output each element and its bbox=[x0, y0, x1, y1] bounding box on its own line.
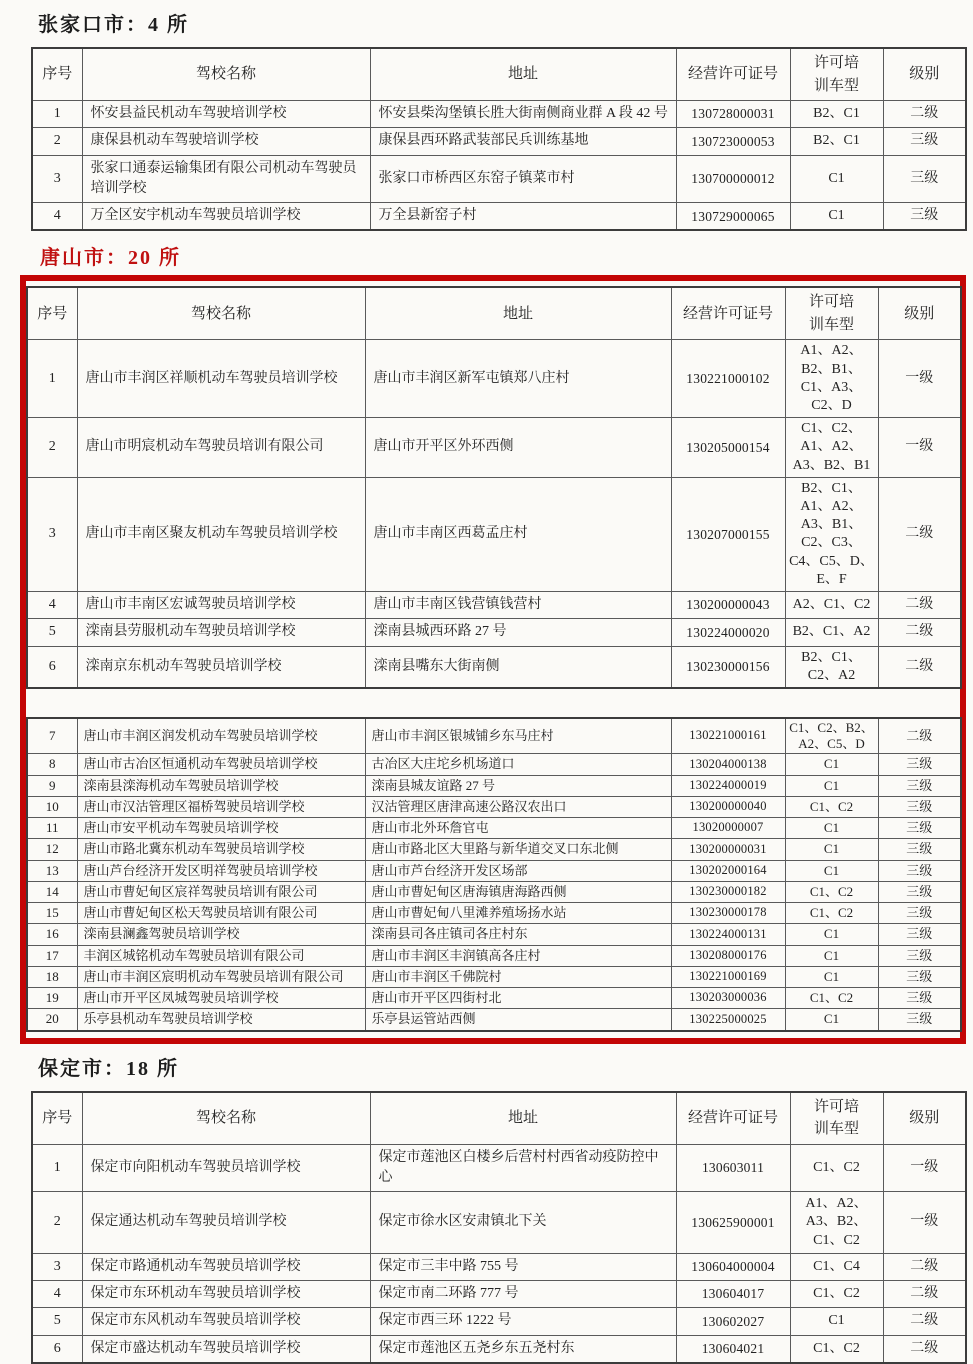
cell-school-name: 唐山市丰润区润发机动车驾驶员培训学校 bbox=[77, 718, 365, 754]
cell-vehicle-types: C1、C2、A1、A2、A3、B2、B1 bbox=[785, 418, 878, 478]
cell-vehicle-types: B2、C1 bbox=[790, 101, 883, 128]
cell-vehicle-types: C1 bbox=[790, 203, 883, 231]
table-row bbox=[27, 924, 961, 945]
cell-vehicle-types: C1 bbox=[790, 155, 883, 203]
cell-level: 三级 bbox=[878, 839, 961, 860]
table-row bbox=[32, 128, 966, 155]
cell-school-name: 怀安县益民机动车驾驶培训学校 bbox=[82, 101, 370, 128]
cell-license-number: 130200000043 bbox=[671, 591, 785, 618]
cell-index: 19 bbox=[27, 988, 77, 1009]
table-row bbox=[32, 1192, 966, 1254]
cell-address: 保定市南二环路 777 号 bbox=[370, 1281, 676, 1308]
cell-school-name: 唐山市丰南区聚友机动车驾驶员培训学校 bbox=[77, 477, 365, 591]
cell-license-number: 130200000031 bbox=[671, 839, 785, 860]
cell-vehicle-types: C1 bbox=[785, 945, 878, 966]
cell-index: 3 bbox=[32, 155, 82, 203]
cell-school-name: 保定市东环机动车驾驶员培训学校 bbox=[82, 1281, 370, 1308]
cell-school-name: 康保县机动车驾驶培训学校 bbox=[82, 128, 370, 155]
cell-school-name: 唐山芦台经济开发区明祥驾驶员培训学校 bbox=[77, 860, 365, 881]
cell-license-number: 130700000012 bbox=[676, 155, 790, 203]
cell-license-number: 130202000164 bbox=[671, 860, 785, 881]
cell-index: 1 bbox=[32, 1144, 82, 1192]
cell-level: 二级 bbox=[878, 646, 961, 688]
col-header-address: 地址 bbox=[370, 48, 676, 101]
table-row bbox=[32, 1308, 966, 1335]
cell-school-name: 保定通达机动车驾驶员培训学校 bbox=[82, 1192, 370, 1254]
cell-index: 2 bbox=[32, 128, 82, 155]
cell-level: 三级 bbox=[883, 203, 966, 231]
cell-level: 三级 bbox=[878, 924, 961, 945]
table-row bbox=[27, 418, 961, 478]
table-row bbox=[27, 775, 961, 796]
cell-license-number: 130225000025 bbox=[671, 1009, 785, 1031]
cell-level: 三级 bbox=[878, 860, 961, 881]
cell-school-name: 万全区安宇机动车驾驶员培训学校 bbox=[82, 203, 370, 231]
table-body bbox=[32, 101, 966, 231]
cell-index: 12 bbox=[27, 839, 77, 860]
cell-level: 三级 bbox=[878, 775, 961, 796]
cell-school-name: 唐山市曹妃甸区宸祥驾驶员培训有限公司 bbox=[77, 881, 365, 902]
cell-level: 一级 bbox=[878, 418, 961, 478]
cell-level: 二级 bbox=[883, 101, 966, 128]
col-header-school-name: 驾校名称 bbox=[82, 1092, 370, 1145]
cell-vehicle-types: A2、C1、C2 bbox=[785, 591, 878, 618]
table-row bbox=[27, 881, 961, 902]
cell-index: 10 bbox=[27, 796, 77, 817]
col-header-address: 地址 bbox=[365, 287, 671, 340]
cell-license-number: 130224000020 bbox=[671, 619, 785, 646]
table-row bbox=[32, 1281, 966, 1308]
cell-vehicle-types: B2、C1、C2、A2 bbox=[785, 646, 878, 688]
cell-vehicle-types: C1、C2 bbox=[785, 796, 878, 817]
cell-vehicle-types: C1、C2 bbox=[790, 1281, 883, 1308]
table-row bbox=[32, 101, 966, 128]
cell-vehicle-types: C1、C2 bbox=[790, 1335, 883, 1363]
cell-level: 三级 bbox=[883, 128, 966, 155]
cell-school-name: 保定市东风机动车驾驶员培训学校 bbox=[82, 1308, 370, 1335]
table-body bbox=[32, 1144, 966, 1363]
cell-license-number: 130604021 bbox=[676, 1335, 790, 1363]
tangshan-table-part2 bbox=[26, 717, 962, 1032]
cell-address: 康保县西环路武装部民兵训练基地 bbox=[370, 128, 676, 155]
cell-address: 唐山市曹妃甸区唐海镇唐海路西侧 bbox=[365, 881, 671, 902]
cell-address: 滦南县司各庄镇司各庄村东 bbox=[365, 924, 671, 945]
cell-address: 唐山市北外环詹官屯 bbox=[365, 818, 671, 839]
cell-index: 14 bbox=[27, 881, 77, 902]
cell-license-number: 130221000169 bbox=[671, 966, 785, 987]
cell-school-name: 唐山市丰南区宏诚驾驶员培训学校 bbox=[77, 591, 365, 618]
col-header-school-name: 驾校名称 bbox=[77, 287, 365, 340]
cell-license-number: 130200000040 bbox=[671, 796, 785, 817]
cell-school-name: 唐山市路北冀东机动车驾驶员培训学校 bbox=[77, 839, 365, 860]
table-body bbox=[27, 340, 961, 688]
cell-license-number: 130625900001 bbox=[676, 1192, 790, 1254]
tangshan-highlight-box bbox=[20, 275, 966, 1043]
cell-license-number: 130221000161 bbox=[671, 718, 785, 754]
cell-address: 唐山市丰南区钱营镇钱营村 bbox=[365, 591, 671, 618]
cell-vehicle-types: C1、C2 bbox=[785, 903, 878, 924]
cell-address: 保定市三丰中路 755 号 bbox=[370, 1253, 676, 1280]
cell-index: 5 bbox=[32, 1308, 82, 1335]
cell-index: 13 bbox=[27, 860, 77, 881]
cell-school-name: 唐山市安平机动车驾驶员培训学校 bbox=[77, 818, 365, 839]
cell-address: 怀安县柴沟堡镇长胜大街南侧商业群 A 段 42 号 bbox=[370, 101, 676, 128]
cell-level: 二级 bbox=[883, 1253, 966, 1280]
table-row bbox=[27, 945, 961, 966]
cell-address: 唐山市芦台经济开发区场部 bbox=[365, 860, 671, 881]
cell-index: 3 bbox=[27, 477, 77, 591]
cell-level: 二级 bbox=[878, 619, 961, 646]
col-header-address: 地址 bbox=[370, 1092, 676, 1145]
cell-school-name: 滦南县滦海机动车驾驶员培训学校 bbox=[77, 775, 365, 796]
cell-address: 唐山市丰润区丰润镇高各庄村 bbox=[365, 945, 671, 966]
cell-index: 3 bbox=[32, 1253, 82, 1280]
cell-address: 乐亭县运管站西侧 bbox=[365, 1009, 671, 1031]
cell-license-number: 130230000156 bbox=[671, 646, 785, 688]
cell-vehicle-types: C1 bbox=[785, 775, 878, 796]
tangshan-table-part1 bbox=[26, 286, 962, 688]
cell-address: 唐山市曹妃甸八里滩养殖场扬水站 bbox=[365, 903, 671, 924]
cell-school-name: 滦南县劳服机动车驾驶员培训学校 bbox=[77, 619, 365, 646]
col-header-level: 级别 bbox=[883, 48, 966, 101]
table-row bbox=[27, 591, 961, 618]
cell-level: 三级 bbox=[878, 988, 961, 1009]
cell-address: 唐山市开平区外环西侧 bbox=[365, 418, 671, 478]
cell-level: 一级 bbox=[878, 340, 961, 418]
cell-level: 一级 bbox=[883, 1192, 966, 1254]
cell-vehicle-types: C1 bbox=[785, 754, 878, 775]
cell-school-name: 保定市路通机动车驾驶员培训学校 bbox=[82, 1253, 370, 1280]
cell-index: 17 bbox=[27, 945, 77, 966]
cell-vehicle-types: C1、C4 bbox=[790, 1253, 883, 1280]
cell-address: 唐山市丰润区新军屯镇郑八庄村 bbox=[365, 340, 671, 418]
col-header-vehicle-types: 许可培训车型 bbox=[785, 287, 878, 340]
cell-school-name: 唐山市明宸机动车驾驶员培训有限公司 bbox=[77, 418, 365, 478]
table-block-gap bbox=[26, 689, 960, 717]
cell-address: 保定市西三环 1222 号 bbox=[370, 1308, 676, 1335]
cell-level: 三级 bbox=[878, 818, 961, 839]
cell-address: 滦南县嘴东大街南侧 bbox=[365, 646, 671, 688]
cell-license-number: 130224000131 bbox=[671, 924, 785, 945]
cell-level: 三级 bbox=[878, 903, 961, 924]
column-header-row bbox=[27, 287, 961, 340]
col-header-index: 序号 bbox=[27, 287, 77, 340]
cell-level: 二级 bbox=[883, 1281, 966, 1308]
cell-school-name: 唐山市丰润区祥顺机动车驾驶员培训学校 bbox=[77, 340, 365, 418]
cell-address: 张家口市桥西区东窑子镇菜市村 bbox=[370, 155, 676, 203]
cell-level: 二级 bbox=[878, 591, 961, 618]
cell-vehicle-types: C1 bbox=[785, 1009, 878, 1031]
cell-school-name: 唐山市曹妃甸区松天驾驶员培训有限公司 bbox=[77, 903, 365, 924]
cell-vehicle-types: C1 bbox=[785, 924, 878, 945]
section-title-zhangjiakou: 张家口市：4 所 bbox=[38, 14, 189, 36]
cell-index: 6 bbox=[27, 646, 77, 688]
cell-level: 三级 bbox=[878, 754, 961, 775]
cell-index: 4 bbox=[27, 591, 77, 618]
cell-index: 2 bbox=[32, 1192, 82, 1254]
cell-license-number: 130203000036 bbox=[671, 988, 785, 1009]
cell-school-name: 唐山市古冶区恒通机动车驾驶员培训学校 bbox=[77, 754, 365, 775]
cell-license-number: 130728000031 bbox=[676, 101, 790, 128]
cell-license-number: 130602027 bbox=[676, 1308, 790, 1335]
cell-address: 保定市莲池区白楼乡后营村村西省动疫防控中心 bbox=[370, 1144, 676, 1192]
cell-school-name: 张家口通泰运输集团有限公司机动车驾驶员培训学校 bbox=[82, 155, 370, 203]
table-body bbox=[27, 718, 961, 1031]
cell-level: 三级 bbox=[883, 155, 966, 203]
cell-index: 1 bbox=[32, 101, 82, 128]
cell-address: 唐山市丰润区银城铺乡东马庄村 bbox=[365, 718, 671, 754]
table-row bbox=[27, 818, 961, 839]
cell-license-number: 130604017 bbox=[676, 1281, 790, 1308]
cell-address: 保定市莲池区五尧乡东五尧村东 bbox=[370, 1335, 676, 1363]
column-header-row bbox=[32, 48, 966, 101]
cell-address: 唐山市路北区大里路与新华道交叉口东北侧 bbox=[365, 839, 671, 860]
cell-address: 唐山市丰南区西葛孟庄村 bbox=[365, 477, 671, 591]
cell-address: 保定市徐水区安肃镇北下关 bbox=[370, 1192, 676, 1254]
zhangjiakou-table bbox=[31, 47, 967, 231]
column-header-row bbox=[32, 1092, 966, 1145]
cell-license-number: 130729000065 bbox=[676, 203, 790, 231]
table-row bbox=[32, 1335, 966, 1363]
cell-vehicle-types: C1、C2 bbox=[790, 1144, 883, 1192]
cell-index: 1 bbox=[27, 340, 77, 418]
cell-license-number: 130205000154 bbox=[671, 418, 785, 478]
cell-vehicle-types: C1 bbox=[790, 1308, 883, 1335]
cell-vehicle-types: A1、A2、B2、B1、C1、A3、C2、D bbox=[785, 340, 878, 418]
cell-school-name: 唐山市丰润区宸明机动车驾驶员培训有限公司 bbox=[77, 966, 365, 987]
table-row bbox=[32, 155, 966, 203]
section-title-baoding: 保定市：18 所 bbox=[38, 1057, 179, 1080]
cell-school-name: 唐山市开平区凤城驾驶员培训学校 bbox=[77, 988, 365, 1009]
cell-level: 三级 bbox=[878, 1009, 961, 1031]
cell-school-name: 滦南京东机动车驾驶员培训学校 bbox=[77, 646, 365, 688]
col-header-index: 序号 bbox=[32, 1092, 82, 1145]
page bbox=[0, 8, 973, 1357]
cell-index: 15 bbox=[27, 903, 77, 924]
cell-license-number: 130603011 bbox=[676, 1144, 790, 1192]
table-row bbox=[27, 1009, 961, 1031]
cell-level: 二级 bbox=[878, 718, 961, 754]
table-row bbox=[27, 966, 961, 987]
cell-vehicle-types: A1、A2、A3、B2、C1、C2 bbox=[790, 1192, 883, 1254]
table-row bbox=[32, 1144, 966, 1192]
cell-index: 9 bbox=[27, 775, 77, 796]
table-row bbox=[27, 340, 961, 418]
cell-address: 滦南县城西环路 27 号 bbox=[365, 619, 671, 646]
cell-index: 8 bbox=[27, 754, 77, 775]
cell-vehicle-types: B2、C1、A2 bbox=[785, 619, 878, 646]
cell-level: 三级 bbox=[878, 945, 961, 966]
baoding-table bbox=[31, 1091, 967, 1364]
cell-index: 2 bbox=[27, 418, 77, 478]
cell-vehicle-types: C1、C2 bbox=[785, 988, 878, 1009]
cell-vehicle-types: C1 bbox=[785, 860, 878, 881]
cell-license-number: 130230000182 bbox=[671, 881, 785, 902]
cell-license-number: 130224000019 bbox=[671, 775, 785, 796]
cell-level: 一级 bbox=[883, 1144, 966, 1192]
col-header-level: 级别 bbox=[878, 287, 961, 340]
table-row bbox=[27, 646, 961, 688]
table-row bbox=[27, 796, 961, 817]
col-header-vehicle-types: 许可培训车型 bbox=[790, 1092, 883, 1145]
cell-license-number: 130207000155 bbox=[671, 477, 785, 591]
cell-level: 二级 bbox=[878, 477, 961, 591]
cell-index: 5 bbox=[27, 619, 77, 646]
cell-address: 唐山市开平区四街村北 bbox=[365, 988, 671, 1009]
col-header-school-name: 驾校名称 bbox=[82, 48, 370, 101]
cell-license-number: 130208000176 bbox=[671, 945, 785, 966]
cell-level: 三级 bbox=[878, 881, 961, 902]
cell-school-name: 唐山市汉沽管理区福桥驾驶员培训学校 bbox=[77, 796, 365, 817]
cell-school-name: 保定市向阳机动车驾驶员培训学校 bbox=[82, 1144, 370, 1192]
col-header-license-number: 经营许可证号 bbox=[676, 1092, 790, 1145]
cell-school-name: 乐亭县机动车驾驶员培训学校 bbox=[77, 1009, 365, 1031]
cell-address: 汉沽管理区唐津高速公路汉农出口 bbox=[365, 796, 671, 817]
table-row bbox=[27, 718, 961, 754]
cell-license-number: 130604000004 bbox=[676, 1253, 790, 1280]
cell-address: 古冶区大庄坨乡机场道口 bbox=[365, 754, 671, 775]
cell-address: 万全县新窑子村 bbox=[370, 203, 676, 231]
scanned-document-page bbox=[0, 8, 973, 1357]
table-row bbox=[27, 754, 961, 775]
cell-index: 4 bbox=[32, 203, 82, 231]
cell-vehicle-types: B2、C1、A1、A2、A3、B1、C2、C3、C4、C5、D、E、F bbox=[785, 477, 878, 591]
col-header-license-number: 经营许可证号 bbox=[676, 48, 790, 101]
table-row bbox=[27, 988, 961, 1009]
cell-vehicle-types: C1 bbox=[785, 839, 878, 860]
cell-index: 20 bbox=[27, 1009, 77, 1031]
cell-address: 滦南县城友谊路 27 号 bbox=[365, 775, 671, 796]
cell-index: 7 bbox=[27, 718, 77, 754]
cell-index: 18 bbox=[27, 966, 77, 987]
cell-school-name: 滦南县澜鑫驾驶员培训学校 bbox=[77, 924, 365, 945]
cell-license-number: 130230000178 bbox=[671, 903, 785, 924]
table-row bbox=[27, 839, 961, 860]
col-header-license-number: 经营许可证号 bbox=[671, 287, 785, 340]
cell-level: 二级 bbox=[883, 1308, 966, 1335]
col-header-index: 序号 bbox=[32, 48, 82, 101]
cell-license-number: 130723000053 bbox=[676, 128, 790, 155]
cell-address: 唐山市丰润区千佛院村 bbox=[365, 966, 671, 987]
cell-level: 三级 bbox=[878, 966, 961, 987]
cell-license-number: 13020000007 bbox=[671, 818, 785, 839]
cell-index: 16 bbox=[27, 924, 77, 945]
table-row bbox=[32, 1253, 966, 1280]
cell-vehicle-types: C1、C2 bbox=[785, 881, 878, 902]
table-row bbox=[27, 477, 961, 591]
cell-index: 11 bbox=[27, 818, 77, 839]
table-row bbox=[27, 860, 961, 881]
table-row bbox=[27, 903, 961, 924]
cell-school-name: 保定市盛达机动车驾驶员培训学校 bbox=[82, 1335, 370, 1363]
cell-level: 二级 bbox=[883, 1335, 966, 1363]
cell-vehicle-types: C1 bbox=[785, 966, 878, 987]
table-row bbox=[32, 203, 966, 231]
col-header-level: 级别 bbox=[883, 1092, 966, 1145]
cell-vehicle-types: C1、C2、B2、A2、C5、D bbox=[785, 718, 878, 754]
cell-vehicle-types: C1 bbox=[785, 818, 878, 839]
section-title-tangshan: 唐山市：20 所 bbox=[40, 247, 181, 270]
cell-license-number: 130221000102 bbox=[671, 340, 785, 418]
cell-license-number: 130204000138 bbox=[671, 754, 785, 775]
cell-school-name: 丰润区城铭机动车驾驶员培训有限公司 bbox=[77, 945, 365, 966]
cell-index: 6 bbox=[32, 1335, 82, 1363]
table-row bbox=[27, 619, 961, 646]
col-header-vehicle-types: 许可培训车型 bbox=[790, 48, 883, 101]
cell-index: 4 bbox=[32, 1281, 82, 1308]
cell-level: 三级 bbox=[878, 796, 961, 817]
cell-vehicle-types: B2、C1 bbox=[790, 128, 883, 155]
